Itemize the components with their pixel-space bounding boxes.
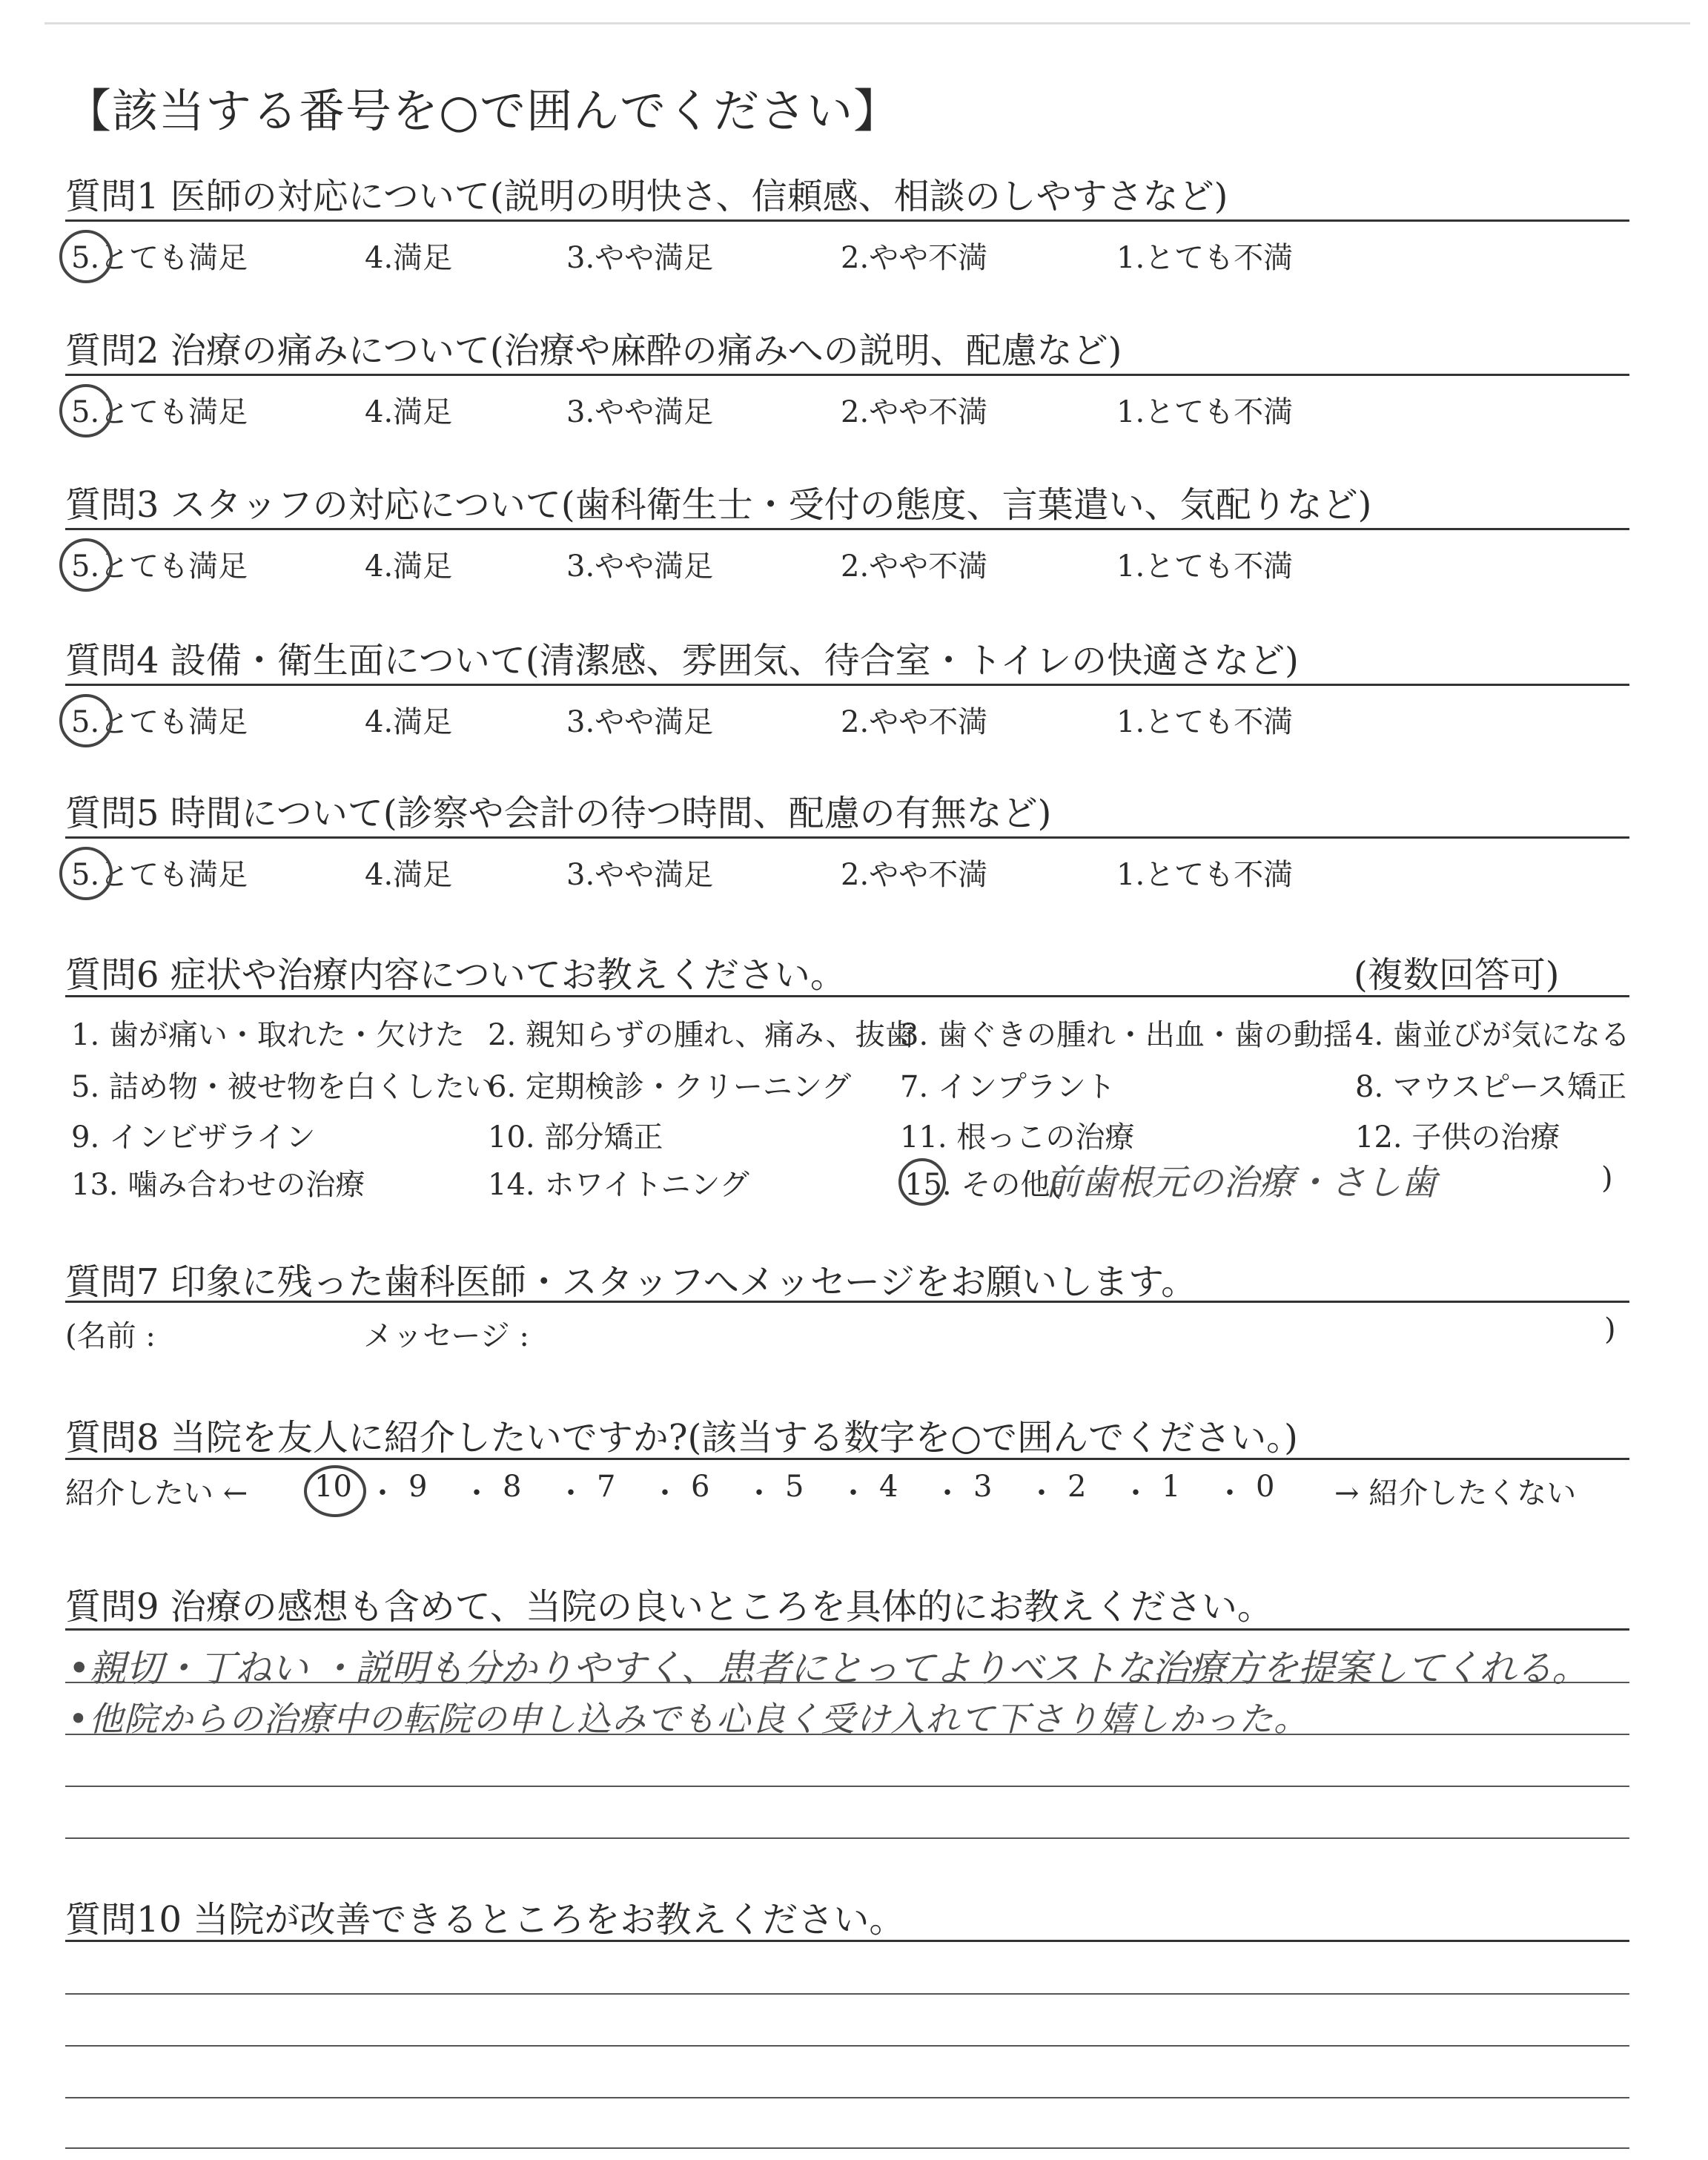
q8-scale-separator: ・: [933, 1476, 962, 1510]
q2-title: 質問2 治療の痛みについて(治療や麻酔の痛みへの説明、配慮など): [65, 330, 1122, 371]
q10-title: 質問10 当院が改善できるところをお教えください。: [65, 1899, 905, 1941]
q2-rule: [65, 374, 1629, 376]
q5-option-3[interactable]: 3.やや満足: [566, 858, 714, 892]
q4-selection-circle: [59, 694, 113, 747]
q4-option-2[interactable]: 2.やや不満: [841, 705, 988, 739]
q6-option-14[interactable]: 14. ホワイトニング: [488, 1168, 749, 1202]
q7-name-label[interactable]: (名前 :: [65, 1319, 156, 1353]
q3-selection-circle: [59, 538, 113, 592]
q9-answer-2[interactable]: •他院からの治療中の転院の申し込みでも心良く受け入れて下さり嬉しかった。: [68, 1699, 1309, 1739]
q5-option-5[interactable]: 5.とても満足: [71, 858, 248, 892]
q8-scale-separator: ・: [462, 1476, 491, 1510]
q8-scale-7[interactable]: 7: [597, 1470, 616, 1504]
q3-option-3[interactable]: 3.やや満足: [566, 549, 714, 584]
q10-rule-4: [65, 2097, 1629, 2098]
q2-option-1[interactable]: 1.とても不満: [1116, 395, 1294, 429]
q4-option-5[interactable]: 5.とても満足: [71, 705, 248, 739]
q8-scale-9[interactable]: 9: [408, 1470, 428, 1504]
q8-selection-circle: [304, 1465, 366, 1517]
q8-scale-1[interactable]: 1: [1162, 1470, 1181, 1504]
q4-option-4[interactable]: 4.満足: [365, 705, 453, 739]
q6-option-6[interactable]: 6. 定期検診・クリーニング: [488, 1070, 852, 1104]
q1-option-5[interactable]: 5.とても満足: [71, 241, 248, 275]
q8-scale-separator: ・: [650, 1476, 680, 1510]
q8-scale-separator: ・: [368, 1476, 397, 1510]
q2-option-5[interactable]: 5.とても満足: [71, 395, 248, 429]
q8-scale-3[interactable]: 3: [973, 1470, 993, 1504]
q1-option-3[interactable]: 3.やや満足: [566, 241, 714, 275]
q1-option-2[interactable]: 2.やや不満: [841, 241, 988, 275]
q5-option-2[interactable]: 2.やや不満: [841, 858, 988, 892]
q4-title: 質問4 設備・衛生面について(清潔感、雰囲気、待合室・トイレの快適さなど): [65, 640, 1299, 681]
q8-scale-5[interactable]: 5: [785, 1470, 804, 1504]
q2-option-3[interactable]: 3.やや満足: [566, 395, 714, 429]
q6-option-7[interactable]: 7. インプラント: [900, 1070, 1116, 1104]
q3-rule: [65, 528, 1629, 530]
q6-option-9[interactable]: 9. インビザライン: [71, 1120, 316, 1155]
q9-rule-1: [65, 1628, 1629, 1631]
q10-rule-5: [65, 2147, 1629, 2149]
q9-rule-4: [65, 1786, 1629, 1787]
q1-option-4[interactable]: 4.満足: [365, 241, 453, 275]
q6-option-12[interactable]: 12. 子供の治療: [1355, 1120, 1560, 1155]
q2-option-4[interactable]: 4.満足: [365, 395, 453, 429]
q3-option-5[interactable]: 5.とても満足: [71, 549, 248, 584]
q5-rule: [65, 836, 1629, 839]
q6-option-1[interactable]: 1. 歯が痛い・取れた・欠けた: [71, 1018, 465, 1052]
q9-rule-2: [65, 1682, 1629, 1683]
q10-rule-2: [65, 1993, 1629, 1995]
q7-rule: [65, 1301, 1629, 1303]
q2-option-2[interactable]: 2.やや不満: [841, 395, 988, 429]
q6-option-2[interactable]: 2. 親知らずの腫れ、痛み、抜歯: [488, 1018, 915, 1052]
q8-left-label: 紹介したい ←: [65, 1476, 248, 1510]
q4-option-1[interactable]: 1.とても不満: [1116, 705, 1294, 739]
q4-rule: [65, 684, 1629, 686]
q6-title: 質問6 症状や治療内容についてお教えください。: [65, 954, 846, 996]
scan-top-edge: [44, 22, 1690, 24]
q6-option-13[interactable]: 13. 噛み合わせの治療: [71, 1168, 365, 1202]
q9-title: 質問9 治療の感想も含めて、当院の良いところを具体的にお教えください。: [65, 1586, 1273, 1628]
q1-title: 質問1 医師の対応について(説明の明快さ、信頼感、相談のしやすさなど): [65, 176, 1228, 217]
q8-rule: [65, 1458, 1629, 1460]
q9-answer-1[interactable]: •親切・丁ねい ・説明も分かりやすく、患者にとってよりベストな治療方を提案してくれる。: [68, 1647, 1589, 1690]
q8-scale-8[interactable]: 8: [503, 1470, 522, 1504]
q6-other-label[interactable]: 15. その他(: [904, 1168, 1062, 1202]
q5-option-1[interactable]: 1.とても不満: [1116, 858, 1294, 892]
q7-close: ): [1604, 1312, 1616, 1347]
q3-option-1[interactable]: 1.とても不満: [1116, 549, 1294, 584]
q8-scale-separator: ・: [744, 1476, 774, 1510]
q8-scale-2[interactable]: 2: [1068, 1470, 1087, 1504]
q8-title: 質問8 当院を友人に紹介したいですか?(該当する数字を○で囲んでください。): [65, 1417, 1298, 1459]
q8-scale-separator: ・: [556, 1476, 586, 1510]
q6-note: (複数回答可): [1354, 954, 1560, 996]
q8-scale-separator: ・: [1121, 1476, 1151, 1510]
q1-selection-circle: [59, 230, 113, 283]
q7-message-label[interactable]: メッセージ :: [363, 1319, 529, 1353]
q9-rule-3: [65, 1734, 1629, 1735]
q9-rule-5: [65, 1837, 1629, 1839]
q3-option-4[interactable]: 4.満足: [365, 549, 453, 584]
q8-scale-6[interactable]: 6: [691, 1470, 710, 1504]
q8-scale-separator: ・: [1215, 1476, 1245, 1510]
q5-selection-circle: [59, 847, 113, 900]
q6-option-8[interactable]: 8. マウスピース矯正: [1355, 1070, 1627, 1104]
q6-other-answer[interactable]: 前歯根元の治療・さし歯: [1045, 1162, 1437, 1203]
q3-option-2[interactable]: 2.やや不満: [841, 549, 988, 584]
q6-option-4[interactable]: 4. 歯並びが気になる: [1355, 1018, 1630, 1052]
q5-title: 質問5 時間について(診察や会計の待つ時間、配慮の有無など): [65, 793, 1052, 834]
q8-scale-10[interactable]: 10: [314, 1470, 352, 1504]
page-header: 【該当する番号を○で囲んでください】: [65, 84, 901, 138]
q6-option-10[interactable]: 10. 部分矯正: [488, 1120, 663, 1155]
q4-option-3[interactable]: 3.やや満足: [566, 705, 714, 739]
q6-option-3[interactable]: 3. 歯ぐきの腫れ・出血・歯の動揺: [900, 1018, 1353, 1052]
q1-option-1[interactable]: 1.とても不満: [1116, 241, 1294, 275]
q6-other-close: ): [1601, 1161, 1613, 1195]
q8-right-label: → 紹介したくない: [1334, 1476, 1577, 1510]
q8-scale-0[interactable]: 0: [1256, 1470, 1275, 1504]
q6-option-5[interactable]: 5. 詰め物・被せ物を白くしたい: [71, 1070, 494, 1104]
q8-scale-separator: ・: [838, 1476, 868, 1510]
q3-title: 質問3 スタッフの対応について(歯科衛生士・受付の態度、言葉遣い、気配りなど): [65, 484, 1372, 526]
q6-option-11[interactable]: 11. 根っこの治療: [900, 1120, 1135, 1155]
q6-rule: [65, 995, 1629, 997]
q5-option-4[interactable]: 4.満足: [365, 858, 453, 892]
q8-scale-separator: ・: [1027, 1476, 1056, 1510]
q10-rule-1: [65, 1940, 1629, 1942]
q8-scale-4[interactable]: 4: [879, 1470, 898, 1504]
q10-rule-3: [65, 2045, 1629, 2047]
q2-selection-circle: [59, 384, 113, 437]
q7-title: 質問7 印象に残った歯科医師・スタッフへメッセージをお願いします。: [65, 1261, 1197, 1303]
q1-rule: [65, 219, 1629, 222]
